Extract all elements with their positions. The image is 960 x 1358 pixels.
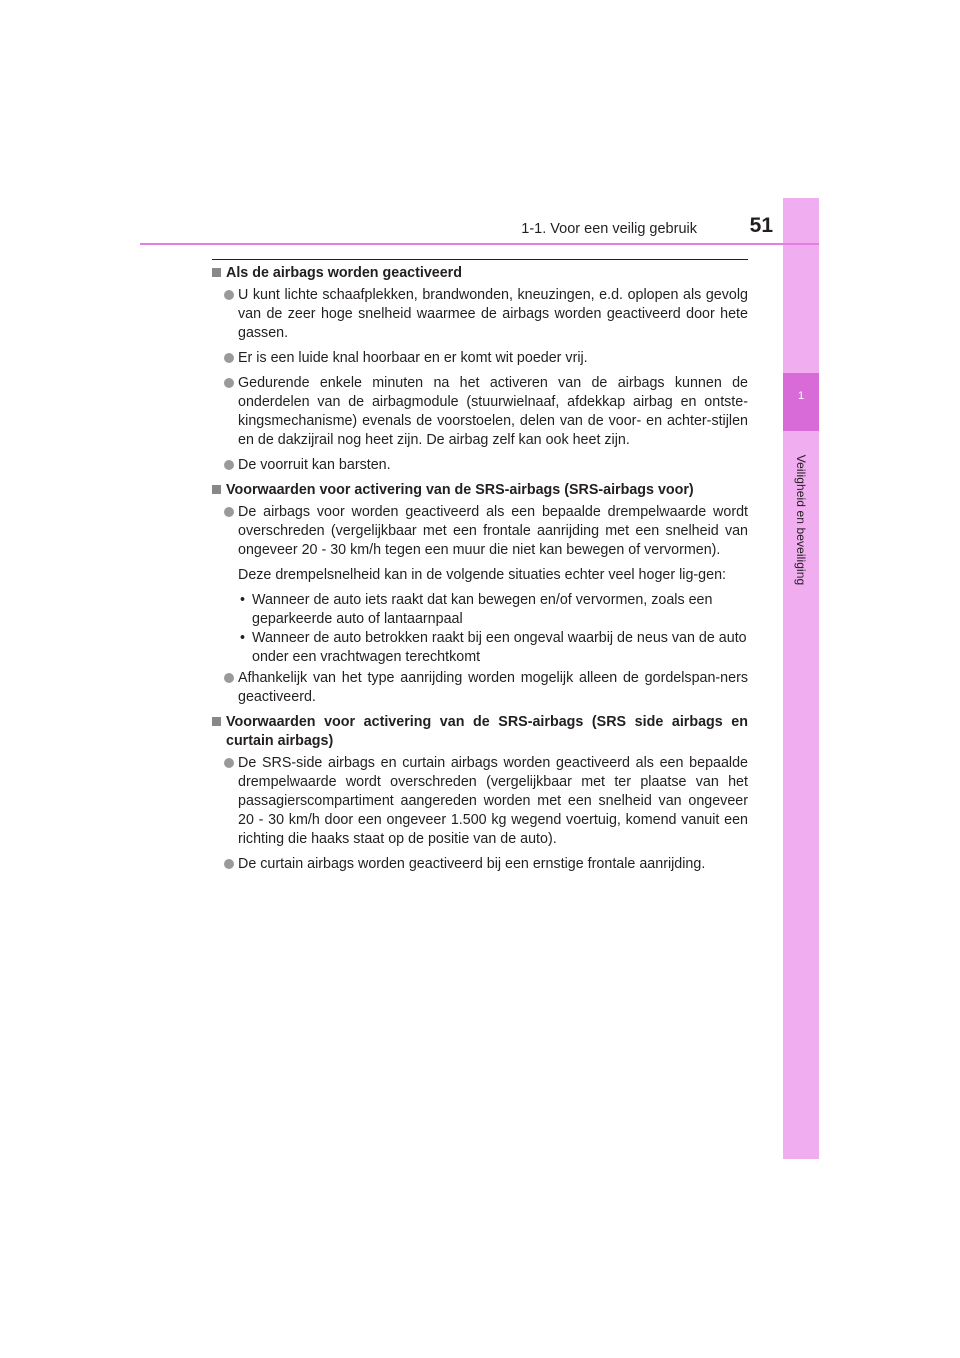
list-item: U kunt lichte schaafplekken, brandwonden, kneuzingen, e.d. oplopen als gevolg van de zeer hoge snelheid waarmee de airbags worden geactiveerd door hete gassen. <box>212 286 748 343</box>
sub-list <box>212 591 748 667</box>
list-item: De SRS-side airbags en curtain airbags worden geactiveerd als een bepaalde drempelwaarde wordt overschreden (vergelijkbaar met ter plaatse van het passagierscompartiment aangereden worden met een snelheid van ongeveer 20 - 30 km/h door een ongeveer 1.500 kg wegend voertuig, komend vanuit een richting die haaks staat op de positie van de auto). <box>212 754 748 849</box>
list-item: De airbags voor worden geactiveerd als een bepaalde drempelwaarde wordt overschreden (vergelijkbaar met een frontale aanrijding met een snelheid van ongeveer 20 - 30 km/h tegen een muur die niet kan bewegen of vervormen). <box>212 503 748 560</box>
tab-number: 1 <box>797 390 805 402</box>
list-item: Er is een luide knal hoorbaar en er komt wit poeder vrij. <box>212 349 748 368</box>
sub-list-item: • Wanneer de auto betrokken raakt bij een ongeval waarbij de neus van de auto onder een vrachtwagen terechtkomt <box>240 630 747 665</box>
list-item: De voorruit kan barsten. <box>212 456 748 475</box>
content-divider <box>212 259 748 260</box>
page-number: 51 <box>749 214 773 237</box>
list-item: De curtain airbags worden geactiveerd bij een ernstige frontale aanrijding. <box>212 855 748 874</box>
list-item: Gedurende enkele minuten na het activeren van de airbags kunnen de onderdelen van de airbagmodule (stuurwielnaaf, afdekkap airbag en ontste-kingsmechanisme) evenals de voorstoelen, delen van de voor- en achter-stijlen en de dakzijrail nog heet zijn. De airbag zelf kan ook heet zijn. <box>212 374 748 450</box>
tab-label: Veiligheid en beveiliging <box>794 454 808 586</box>
dot-marker-icon: • <box>240 592 246 608</box>
tab-number-box <box>783 373 819 431</box>
circle-bullet-icon <box>224 290 234 300</box>
section-heading: Voorwaarden voor activering van de SRS-airbags (SRS side airbags en curtain airbags) <box>212 713 748 751</box>
circle-bullet-icon <box>224 758 234 768</box>
circle-bullet-icon <box>224 460 234 470</box>
square-bullet-icon <box>212 717 221 726</box>
header-rule <box>140 243 819 245</box>
side-tab <box>783 198 819 1159</box>
paragraph: Deze drempelsnelheid kan in de volgende situaties echter veel hoger lig-gen: <box>238 567 726 583</box>
circle-bullet-icon <box>224 378 234 388</box>
page-content <box>212 264 748 880</box>
circle-bullet-icon <box>224 507 234 517</box>
section-title: 1-1. Voor een veilig gebruik <box>521 221 697 237</box>
dot-marker-icon: • <box>240 630 246 646</box>
list-item: Afhankelijk van het type aanrijding worden mogelijk alleen de gordelspan-ners geactiveerd. <box>212 669 748 707</box>
section-heading: Voorwaarden voor activering van de SRS-airbags (SRS-airbags voor) <box>212 481 748 500</box>
circle-bullet-icon <box>224 859 234 869</box>
circle-bullet-icon <box>224 353 234 363</box>
square-bullet-icon <box>212 268 221 277</box>
sub-list-item: • Wanneer de auto iets raakt dat kan bewegen en/of vervormen, zoals een geparkeerde auto of lantaarnpaal <box>240 592 713 627</box>
section-heading: Als de airbags worden geactiveerd <box>212 264 748 283</box>
square-bullet-icon <box>212 485 221 494</box>
circle-bullet-icon <box>224 673 234 683</box>
